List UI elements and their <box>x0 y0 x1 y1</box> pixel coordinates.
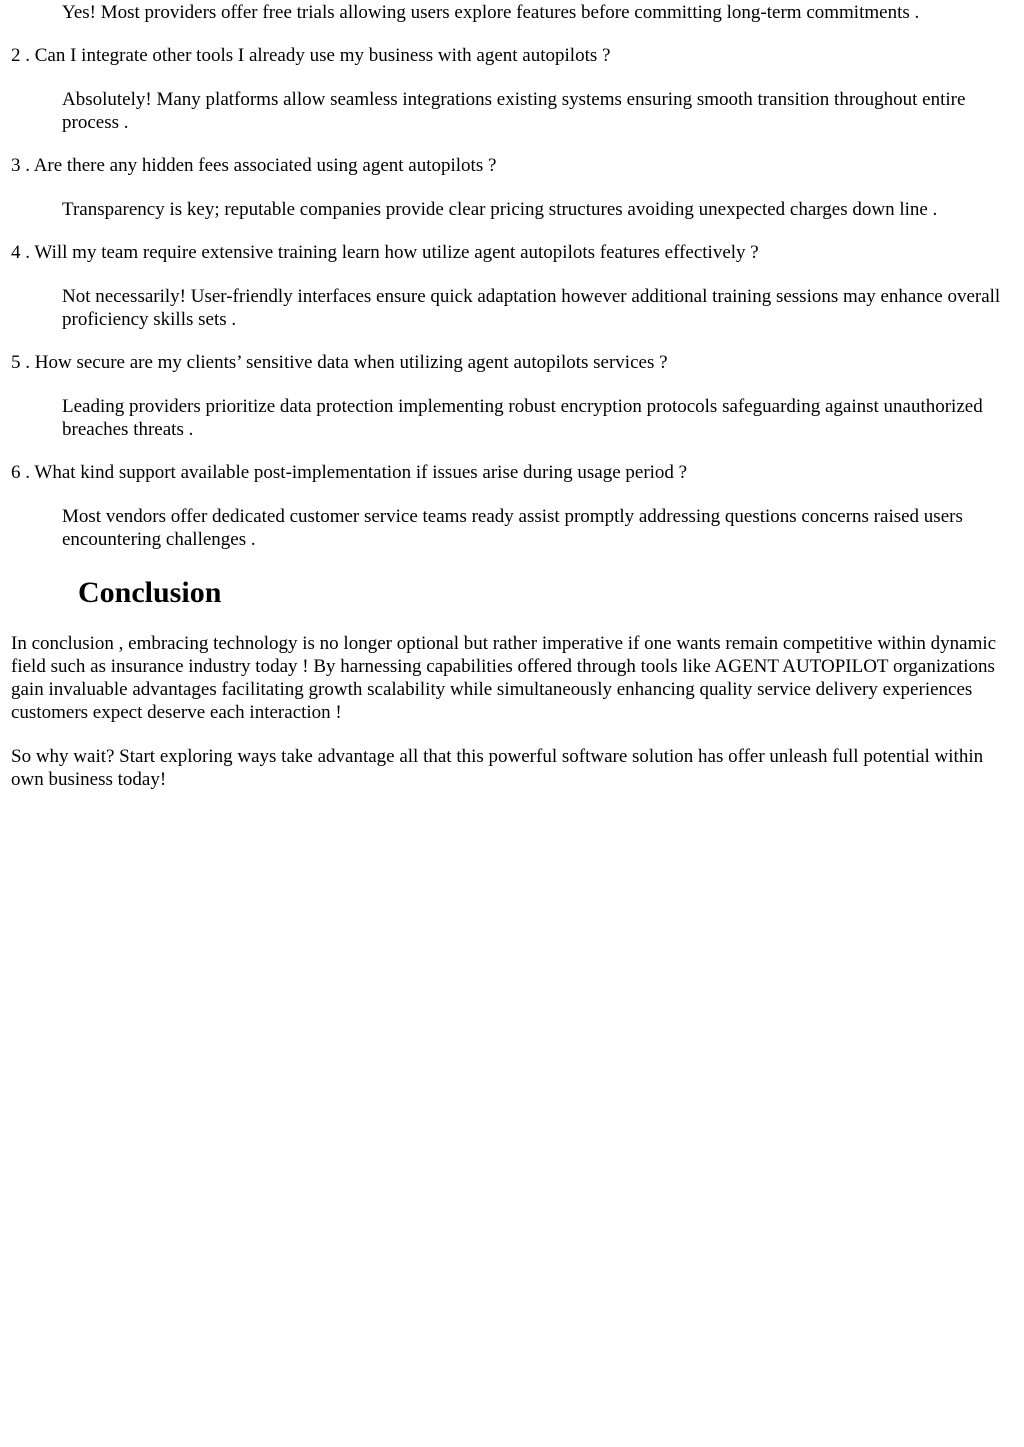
faq-answer-6: Most vendors offer dedicated customer service teams ready assist promptly addressing questions concerns raised users encountering challenges . <box>62 506 963 550</box>
faq-answer-3: Transparency is key; reputable companies provide clear pricing structures avoiding unexpected charges down line . <box>62 199 938 220</box>
conclusion-heading: Conclusion <box>78 576 222 609</box>
article-page <box>0 1 1024 1447</box>
faq-answer-5: Leading providers prioritize data protection implementing robust encryption protocols safeguarding against unauthorized breaches threats . <box>62 396 983 440</box>
faq-question-4: 4 . Will my team require extensive training learn how utilize agent autopilots features effectively ? <box>11 242 759 263</box>
faq-answer-2: Absolutely! Many platforms allow seamless integrations existing systems ensuring smooth transition throughout entire process . <box>62 89 966 133</box>
faq-answer-1: Yes! Most providers offer free trials allowing users explore features before committing long-term commitments . <box>62 2 920 23</box>
conclusion-paragraph-1: In conclusion , embracing technology is no longer optional but rather imperative if one wants remain competitive within dynamic field such as insurance industry today ! By harnessing capabilities offered through tools like AGENT AUTOPILOT organizations gain invaluable advantages facilitating growth scalability while simultaneously enhancing quality service delivery experiences customers expect deserve each interaction ! <box>11 633 997 723</box>
faq-question-2: 2 . Can I integrate other tools I already use my business with agent autopilots ? <box>11 45 611 66</box>
faq-section <box>11 1 1016 551</box>
faq-question-5: 5 . How secure are my clients’ sensitive data when utilizing agent autopilots services ? <box>11 352 668 373</box>
faq-question-6: 6 . What kind support available post-implementation if issues arise during usage period ? <box>11 462 688 483</box>
conclusion-paragraph-2: So why wait? Start exploring ways take advantage all that this powerful software solution has offer unleash full potential within own business today! <box>11 746 984 790</box>
faq-answer-4: Not necessarily! User-friendly interfaces ensure quick adaptation however additional training sessions may enhance overall proficiency skills sets . <box>62 286 1001 330</box>
faq-question-3: 3 . Are there any hidden fees associated using agent autopilots ? <box>11 155 497 176</box>
conclusion-section <box>11 575 1016 791</box>
